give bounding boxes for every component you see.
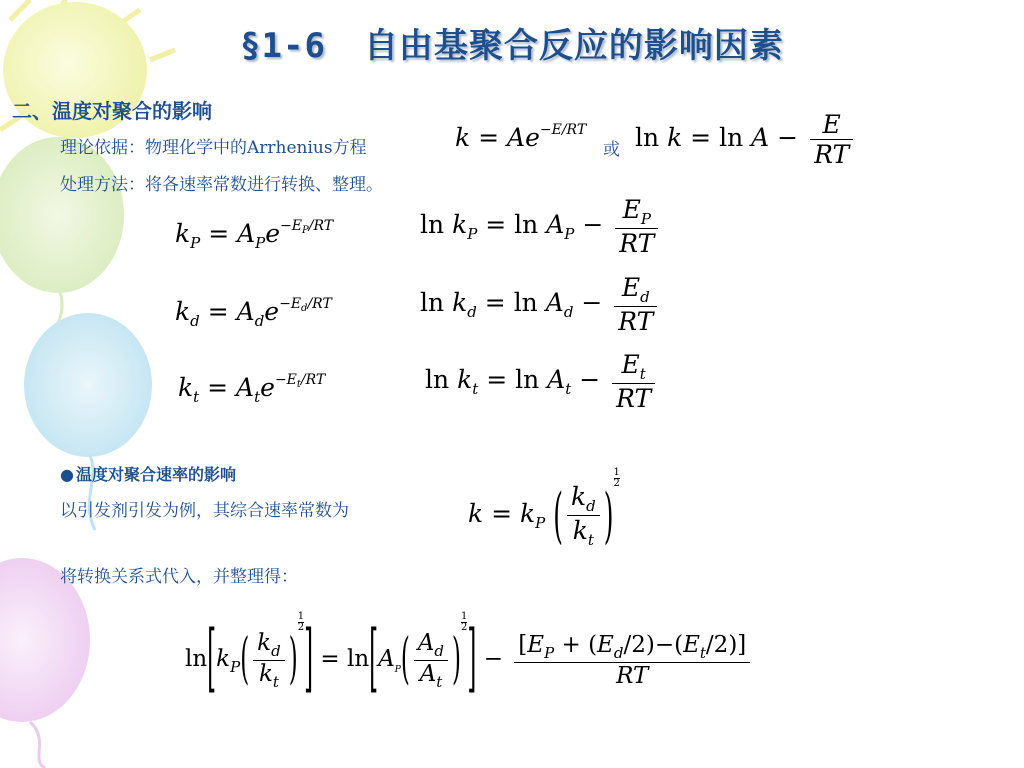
method-text: 处理方法：将各速率常数进行转换、整理。 xyxy=(60,175,383,195)
page-title xyxy=(0,18,1024,67)
section-heading: 二、温度对聚合的影响 xyxy=(12,99,212,123)
theory-basis-text: 理论依据：物理化学中的Arrhenius方程 xyxy=(60,138,367,158)
or-label: 或 xyxy=(603,140,620,160)
initiator-example-text: 以引发剂引发为例，其综合速率常数为 xyxy=(60,501,349,521)
kt-log-equation: $\ln k_t = \ln A_t$ − $\frac{E_t}{RT}$ xyxy=(425,350,659,413)
overall-rate-constant-equation: $k = k_P$ ( $\frac{k_d}{k_t}$ ) $\frac{1}{2}$ xyxy=(468,467,620,551)
substitute-text: 将转换关系式代入，并整理得： xyxy=(60,567,298,587)
title-text: 自由基聚合反应的影响因素 xyxy=(363,26,784,66)
arrhenius-equation: $k = Ae^{-E/RT}$ xyxy=(455,122,587,152)
kd-log-equation: $\ln k_d = \ln A_d$ − $\frac{E_d}{RT}$ xyxy=(420,273,661,336)
pink-balloon xyxy=(0,558,90,768)
arrhenius-log-equation: ln k = ln A − $\frac{E}{RT}$ xyxy=(635,110,857,169)
final-log-rate-equation: $\ln[k_P$( $\frac{k_d}{k_t}$ ) $\frac{1}{2}] = \ln[A_P$( $\frac{A_d}{A_t}$ ) $\frac{1}{2}$] − $\frac{[E_P + (E_d/2)-(E_t/2)]}{RT}$ xyxy=(185,612,754,691)
section-number: §1-6 xyxy=(240,26,326,66)
bullet-icon: ● xyxy=(60,465,74,484)
kd-arrhenius-equation: $k_d = A_de^{-E_d/RT}$ xyxy=(175,296,332,330)
temperature-rate-heading: ● 温度对聚合速率的影响 xyxy=(60,465,236,484)
kp-arrhenius-equation: $k_P = A_Pe^{-E_P/RT}$ xyxy=(175,218,334,252)
kp-log-equation: $\ln k_P = \ln A_P$ − $\frac{E_P}{RT}$ xyxy=(420,195,662,258)
kt-arrhenius-equation: $k_t = A_te^{-E_t/RT}$ xyxy=(178,372,326,406)
